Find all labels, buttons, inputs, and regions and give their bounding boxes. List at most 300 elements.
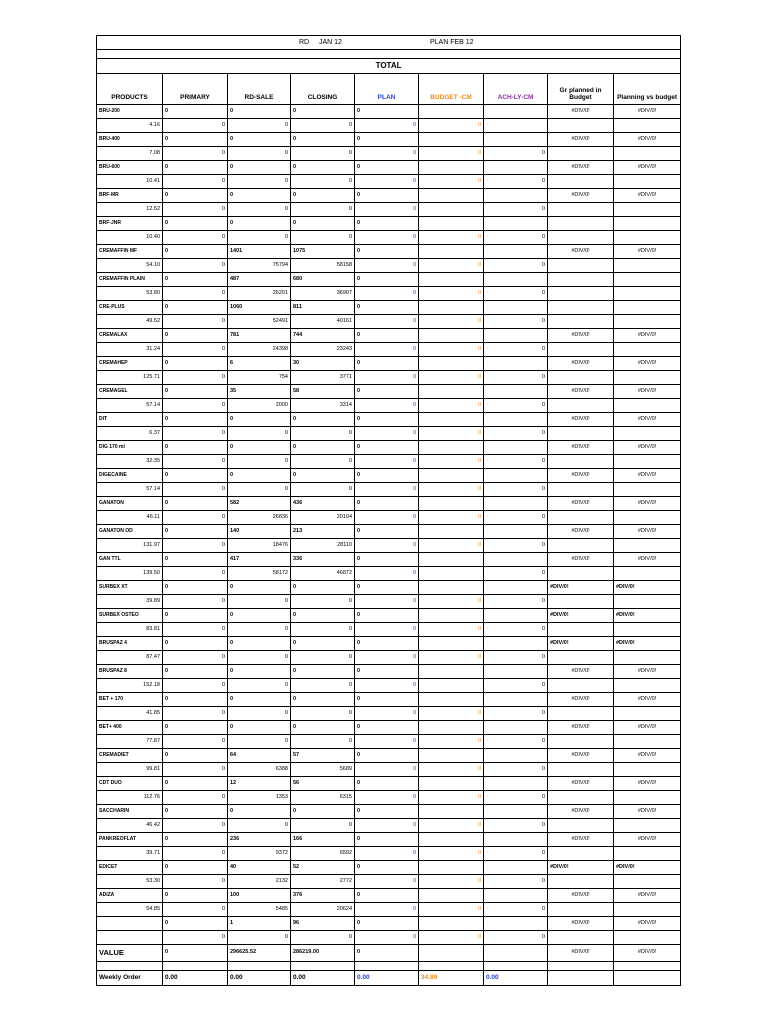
budget-cm-qty <box>419 413 484 427</box>
closing-qty: 58 <box>291 385 355 399</box>
gap-cell <box>484 962 548 971</box>
closing-value: 20104 <box>291 511 355 525</box>
product-row <box>97 553 681 567</box>
product-name: CREMADIET <box>97 749 163 763</box>
product-name: PANKREOFLAT <box>97 833 163 847</box>
gr-planned-empty <box>548 931 614 945</box>
ach-ly-cm-value: 0 <box>484 763 548 777</box>
plan-value: 0 <box>355 735 419 749</box>
plan-value: 0 <box>355 371 419 385</box>
plan-value: 0 <box>355 203 419 217</box>
plan-qty: 0 <box>355 525 419 539</box>
primary-value: 0 <box>163 427 228 441</box>
planning-vs-budget-value: #DIV/0! <box>614 105 681 119</box>
plan-value: 0 <box>355 679 419 693</box>
rd-sale-value: 0 <box>228 231 291 245</box>
planning-vs-budget-value: #DIV/0! <box>614 861 681 875</box>
ach-ly-cm-qty <box>484 553 548 567</box>
product-name: CREMAHEP <box>97 357 163 371</box>
plan-value: 0 <box>355 483 419 497</box>
primary-value: 0 <box>163 483 228 497</box>
unit-rate: 57.14 <box>97 483 163 497</box>
weekly-ach: 0.00 <box>484 971 548 986</box>
ach-ly-cm-value: 0 <box>484 315 548 329</box>
product-value-row <box>97 763 681 777</box>
primary-value: 0 <box>163 791 228 805</box>
weekly-closing: 0.00 <box>291 971 355 986</box>
rd-sale-value: 0 <box>228 483 291 497</box>
planning-vs-budget-empty <box>614 427 681 441</box>
gr-planned-value: #DIV/0! <box>548 665 614 679</box>
planning-vs-budget-empty <box>614 651 681 665</box>
budget-cm-qty <box>419 189 484 203</box>
closing-value: 58158 <box>291 259 355 273</box>
gr-planned-empty <box>548 791 614 805</box>
primary-value: 0 <box>163 203 228 217</box>
rd-sale-qty: 0 <box>228 441 291 455</box>
primary-qty: 0 <box>163 637 228 651</box>
product-row <box>97 441 681 455</box>
product-value-row <box>97 819 681 833</box>
ach-ly-cm-value: 0 <box>484 511 548 525</box>
product-name: CRE-PLUS <box>97 301 163 315</box>
rd-sale-qty: 236 <box>228 833 291 847</box>
gr-planned-empty <box>548 399 614 413</box>
product-value-row <box>97 791 681 805</box>
closing-value: 0 <box>291 455 355 469</box>
col-plan: PLAN <box>355 74 419 105</box>
budget-cm-value: 0 <box>419 455 484 469</box>
gr-planned-value: #DIV/0! <box>548 413 614 427</box>
product-name: BRF-MR <box>97 189 163 203</box>
closing-value: 0 <box>291 119 355 133</box>
plan-value: 0 <box>355 287 419 301</box>
col-ach-ly-cm: ACH-LY-CM <box>484 74 548 105</box>
gr-planned-empty <box>548 175 614 189</box>
gr-planned-empty <box>548 483 614 497</box>
primary-qty: 0 <box>163 861 228 875</box>
unit-rate: 57.14 <box>97 399 163 413</box>
gap-row <box>97 962 681 971</box>
budget-cm-value: 0 <box>419 763 484 777</box>
gap-cell <box>228 962 291 971</box>
plan-value: 0 <box>355 567 419 581</box>
closing-qty: 57 <box>291 749 355 763</box>
budget-cm-value: 0 <box>419 847 484 861</box>
budget-cm-value <box>419 203 484 217</box>
primary-qty: 0 <box>163 161 228 175</box>
weekly-budget: 34.89 <box>419 971 484 986</box>
planning-vs-budget-value <box>614 217 681 231</box>
unit-rate: 54.10 <box>97 259 163 273</box>
product-name <box>97 917 163 931</box>
budget-cm-qty <box>419 525 484 539</box>
rd-sale-value: 0 <box>228 735 291 749</box>
plan-qty: 0 <box>355 721 419 735</box>
budget-cm-qty <box>419 217 484 231</box>
closing-value: 23243 <box>291 343 355 357</box>
planning-vs-budget-empty <box>614 175 681 189</box>
ach-ly-cm-qty <box>484 217 548 231</box>
rd-sale-qty: 40 <box>228 861 291 875</box>
product-row <box>97 721 681 735</box>
gap-cell <box>548 962 614 971</box>
col-budget-cm: BUDGET -CM <box>419 74 484 105</box>
ach-ly-cm-qty <box>484 581 548 595</box>
product-value-row <box>97 175 681 189</box>
ach-ly-cm-value: 0 <box>484 427 548 441</box>
closing-value: 2772 <box>291 875 355 889</box>
planning-vs-budget-empty <box>614 399 681 413</box>
plan-qty: 0 <box>355 917 419 931</box>
rd-sale-qty: 0 <box>228 581 291 595</box>
planning-vs-budget-empty <box>614 147 681 161</box>
primary-value: 0 <box>163 539 228 553</box>
col-closing: CLOSING <box>291 74 355 105</box>
closing-qty: 0 <box>291 217 355 231</box>
primary-value: 0 <box>163 343 228 357</box>
planning-vs-budget-empty <box>614 259 681 273</box>
primary-qty: 0 <box>163 469 228 483</box>
closing-value: 20624 <box>291 903 355 917</box>
product-row <box>97 665 681 679</box>
rd-sale-value: 0 <box>228 651 291 665</box>
plan-qty: 0 <box>355 553 419 567</box>
budget-cm-value: 0 <box>419 735 484 749</box>
primary-value: 0 <box>163 567 228 581</box>
budget-cm-qty <box>419 441 484 455</box>
product-row <box>97 413 681 427</box>
gr-planned-empty <box>548 315 614 329</box>
primary-value: 0 <box>163 455 228 469</box>
closing-qty: 811 <box>291 301 355 315</box>
ach-ly-cm-value: 0 <box>484 623 548 637</box>
rd-sale-value: 9372 <box>228 847 291 861</box>
rd-sale-value: 75794 <box>228 259 291 273</box>
plan-qty: 0 <box>355 581 419 595</box>
rd-month: JAN 12 <box>319 39 342 46</box>
value-label: VALUE <box>97 945 163 962</box>
closing-value: 0 <box>291 427 355 441</box>
budget-cm-value: 0 <box>419 819 484 833</box>
product-row <box>97 917 681 931</box>
ach-ly-cm-value: 0 <box>484 679 548 693</box>
ach-ly-cm-qty <box>484 329 548 343</box>
rd-sale-value: 0 <box>228 147 291 161</box>
gr-planned-value <box>548 301 614 315</box>
primary-value: 0 <box>163 763 228 777</box>
planning-vs-budget-value: #DIV/0! <box>614 637 681 651</box>
primary-value: 0 <box>163 679 228 693</box>
product-row <box>97 889 681 903</box>
weekly-order-label: Weekly Order <box>97 971 163 986</box>
closing-qty: 0 <box>291 609 355 623</box>
product-value-row <box>97 539 681 553</box>
product-value-row <box>97 623 681 637</box>
product-row <box>97 637 681 651</box>
plan-qty: 0 <box>355 665 419 679</box>
primary-qty: 0 <box>163 413 228 427</box>
sales-plan-table <box>96 35 681 986</box>
gr-planned-value: #DIV/0! <box>548 189 614 203</box>
rd-sale-qty: 0 <box>228 693 291 707</box>
gr-planned-empty <box>548 903 614 917</box>
planning-vs-budget-empty <box>614 623 681 637</box>
product-value-row <box>97 203 681 217</box>
column-header-row <box>97 74 681 105</box>
primary-value: 0 <box>163 231 228 245</box>
planning-vs-budget-empty <box>614 735 681 749</box>
unit-rate: 99.81 <box>97 763 163 777</box>
ach-ly-cm-qty <box>484 805 548 819</box>
rd-sale-value: 0 <box>228 203 291 217</box>
gr-planned-value: #DIV/0! <box>548 777 614 791</box>
primary-qty: 0 <box>163 581 228 595</box>
ach-ly-cm-value: 0 <box>484 259 548 273</box>
product-name: GANATON <box>97 497 163 511</box>
budget-cm-value: 0 <box>419 259 484 273</box>
value-primary: 0 <box>163 945 228 962</box>
primary-qty: 0 <box>163 301 228 315</box>
product-value-row <box>97 735 681 749</box>
ach-ly-cm-value: 0 <box>484 707 548 721</box>
planning-vs-budget-empty <box>614 567 681 581</box>
product-row <box>97 749 681 763</box>
primary-qty: 0 <box>163 133 228 147</box>
closing-value: 36907 <box>291 287 355 301</box>
product-name: GAN TTL <box>97 553 163 567</box>
budget-cm-qty <box>419 553 484 567</box>
closing-value: 28110 <box>291 539 355 553</box>
budget-cm-value: 0 <box>419 231 484 245</box>
plan-value: 0 <box>355 427 419 441</box>
rd-sale-qty: 100 <box>228 889 291 903</box>
budget-cm-value: 0 <box>419 371 484 385</box>
col-gr-planned: Gr planned in Budget <box>548 74 614 105</box>
ach-ly-cm-value <box>484 119 548 133</box>
planning-vs-budget-value: #DIV/0! <box>614 805 681 819</box>
product-name: CREMAFFIN MF <box>97 245 163 259</box>
rd-sale-qty: 1 <box>228 917 291 931</box>
gr-planned-value: #DIV/0! <box>548 133 614 147</box>
plan-label: PLAN FEB 12 <box>430 39 474 46</box>
plan-value: 0 <box>355 175 419 189</box>
gr-planned-empty <box>548 735 614 749</box>
plan-qty: 0 <box>355 357 419 371</box>
budget-cm-value: 0 <box>419 427 484 441</box>
budget-cm-qty <box>419 357 484 371</box>
product-row <box>97 833 681 847</box>
plan-qty: 0 <box>355 301 419 315</box>
budget-cm-value: 0 <box>419 483 484 497</box>
product-value-row <box>97 371 681 385</box>
rd-sale-qty: 582 <box>228 497 291 511</box>
planning-vs-budget-value <box>614 301 681 315</box>
product-name: BRU-400 <box>97 133 163 147</box>
rd-sale-qty: 12 <box>228 777 291 791</box>
planning-vs-budget-empty <box>614 875 681 889</box>
plan-value: 0 <box>355 455 419 469</box>
gr-planned-value: #DIV/0! <box>548 497 614 511</box>
rd-sale-value: 0 <box>228 931 291 945</box>
closing-qty: 166 <box>291 833 355 847</box>
unit-rate: 39.89 <box>97 595 163 609</box>
primary-qty: 0 <box>163 385 228 399</box>
col-products: PRODUCTS <box>97 74 163 105</box>
product-name: BRUSPAZ 4 <box>97 637 163 651</box>
gr-planned-value: #DIV/0! <box>548 441 614 455</box>
gr-planned-value: #DIV/0! <box>548 525 614 539</box>
plan-value: 0 <box>355 791 419 805</box>
rd-sale-value: 26201 <box>228 287 291 301</box>
plan-qty: 0 <box>355 693 419 707</box>
primary-qty: 0 <box>163 721 228 735</box>
product-value-row <box>97 679 681 693</box>
gr-planned-empty <box>548 679 614 693</box>
ach-ly-cm-qty <box>484 133 548 147</box>
closing-value: 0 <box>291 819 355 833</box>
ach-ly-cm-value: 0 <box>484 875 548 889</box>
rd-sale-value: 754 <box>228 371 291 385</box>
product-row <box>97 861 681 875</box>
plan-qty: 0 <box>355 217 419 231</box>
plan-qty: 0 <box>355 889 419 903</box>
unit-rate: 53.80 <box>97 287 163 301</box>
budget-cm-qty <box>419 917 484 931</box>
gr-planned-value: #DIV/0! <box>548 833 614 847</box>
ach-ly-cm-qty <box>484 665 548 679</box>
product-row <box>97 777 681 791</box>
planning-vs-budget-value: #DIV/0! <box>614 329 681 343</box>
closing-qty: 0 <box>291 133 355 147</box>
product-name: CREMALAX <box>97 329 163 343</box>
ach-ly-cm-qty <box>484 721 548 735</box>
col-primary: PRIMARY <box>163 74 228 105</box>
budget-cm-value <box>419 567 484 581</box>
rd-sale-qty: 0 <box>228 133 291 147</box>
product-name: EDICET <box>97 861 163 875</box>
primary-value: 0 <box>163 287 228 301</box>
budget-cm-value: 0 <box>419 623 484 637</box>
rd-sale-qty: 0 <box>228 609 291 623</box>
product-row <box>97 161 681 175</box>
unit-rate: 112.76 <box>97 791 163 805</box>
ach-ly-cm-value: 0 <box>484 231 548 245</box>
ach-ly-cm-value: 0 <box>484 931 548 945</box>
planning-vs-budget-empty <box>614 847 681 861</box>
product-row <box>97 133 681 147</box>
closing-value: 5689 <box>291 763 355 777</box>
gap-cell <box>419 962 484 971</box>
closing-value: 40161 <box>291 315 355 329</box>
unit-rate: 139.50 <box>97 567 163 581</box>
product-value-row <box>97 287 681 301</box>
budget-cm-value: 0 <box>419 287 484 301</box>
planning-vs-budget-empty <box>614 287 681 301</box>
product-value-row <box>97 707 681 721</box>
product-row <box>97 301 681 315</box>
closing-value: 0 <box>291 623 355 637</box>
gr-planned-empty <box>548 567 614 581</box>
gr-planned-empty <box>548 119 614 133</box>
product-row <box>97 581 681 595</box>
product-name: SACCHARIN <box>97 805 163 819</box>
closing-value: 0 <box>291 707 355 721</box>
unit-rate: 46.11 <box>97 511 163 525</box>
gr-planned-empty <box>548 875 614 889</box>
budget-cm-qty <box>419 273 484 287</box>
header-row <box>97 36 681 50</box>
weekly-plan: 0.00 <box>355 971 419 986</box>
primary-value: 0 <box>163 623 228 637</box>
rd-sale-qty: 0 <box>228 413 291 427</box>
planning-vs-budget-empty <box>614 931 681 945</box>
planning-vs-budget-value: #DIV/0! <box>614 553 681 567</box>
ach-ly-cm-qty <box>484 889 548 903</box>
closing-qty: 0 <box>291 805 355 819</box>
ach-ly-cm-value: 0 <box>484 483 548 497</box>
product-row <box>97 273 681 287</box>
product-name: BET+ 400 <box>97 721 163 735</box>
rd-sale-qty: 0 <box>228 721 291 735</box>
rd-sale-value: 18476 <box>228 539 291 553</box>
planning-vs-budget-empty <box>614 315 681 329</box>
product-row <box>97 105 681 119</box>
budget-cm-value: 0 <box>419 903 484 917</box>
spacer-row <box>97 50 681 59</box>
budget-cm-value: 0 <box>419 875 484 889</box>
ach-ly-cm-value: 0 <box>484 595 548 609</box>
ach-ly-cm-qty <box>484 497 548 511</box>
product-row <box>97 525 681 539</box>
product-row <box>97 357 681 371</box>
ach-ly-cm-value: 0 <box>484 371 548 385</box>
rd-sale-qty: 140 <box>228 525 291 539</box>
budget-cm-value: 0 <box>419 651 484 665</box>
rd-sale-qty: 64 <box>228 749 291 763</box>
budget-cm-qty <box>419 161 484 175</box>
unit-rate: 46.42 <box>97 819 163 833</box>
product-name: BRUSPAZ 8 <box>97 665 163 679</box>
ach-ly-cm-qty <box>484 749 548 763</box>
primary-qty: 0 <box>163 777 228 791</box>
gr-planned-empty <box>548 343 614 357</box>
rd-sale-value: 2132 <box>228 875 291 889</box>
budget-cm-value: 0 <box>419 119 484 133</box>
primary-value: 0 <box>163 903 228 917</box>
primary-value: 0 <box>163 931 228 945</box>
ach-ly-cm-value: 0 <box>484 399 548 413</box>
rd-sale-value: 6388 <box>228 763 291 777</box>
product-name: SURBEX XT <box>97 581 163 595</box>
planning-vs-budget-empty <box>614 763 681 777</box>
gr-planned-empty <box>548 147 614 161</box>
unit-rate: 31.24 <box>97 343 163 357</box>
product-name: BRF-JNR <box>97 217 163 231</box>
unit-rate: 87.47 <box>97 651 163 665</box>
rd-sale-value: 0 <box>228 455 291 469</box>
product-row <box>97 217 681 231</box>
primary-value: 0 <box>163 119 228 133</box>
plan-qty: 0 <box>355 329 419 343</box>
product-value-row <box>97 455 681 469</box>
rd-sale-qty: 0 <box>228 217 291 231</box>
budget-cm-qty <box>419 609 484 623</box>
ach-ly-cm-qty <box>484 245 548 259</box>
budget-cm-qty <box>419 749 484 763</box>
primary-value: 0 <box>163 371 228 385</box>
primary-value: 0 <box>163 819 228 833</box>
